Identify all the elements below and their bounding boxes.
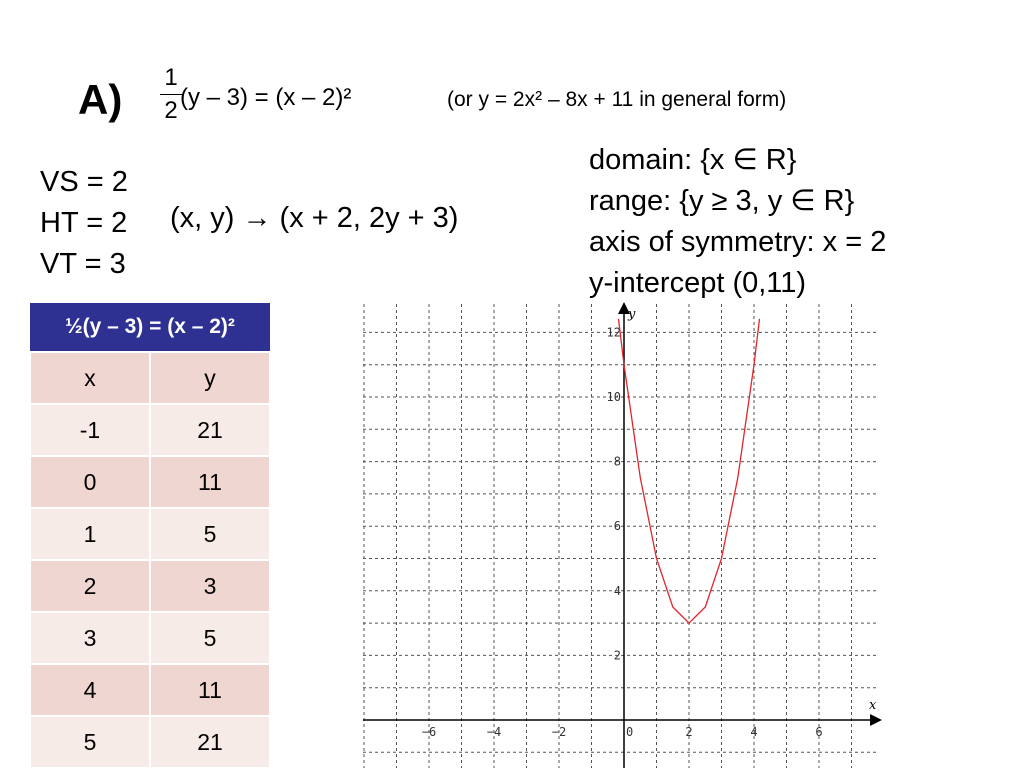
column-header-y: y — [150, 352, 270, 404]
cell-x: 5 — [30, 716, 150, 768]
y-tick-label: 6 — [613, 519, 621, 534]
vertical-stretch: VS = 2 — [40, 166, 128, 198]
equation-body: (y – 3) = (x – 2)² — [180, 84, 352, 111]
vertical-translation: VT = 3 — [40, 248, 126, 280]
cell-x: 3 — [30, 612, 150, 664]
general-form-note: (or y = 2x² – 8x + 11 in general form) — [447, 88, 787, 111]
y-tick-label: 2 — [613, 648, 621, 663]
column-header-x: x — [30, 352, 150, 404]
x-tick-label: −4 — [486, 725, 502, 739]
x-tick-label: 0 — [626, 725, 634, 739]
cell-x: 0 — [30, 456, 150, 508]
cell-y: 11 — [150, 456, 270, 508]
x-tick-label: 2 — [685, 725, 693, 739]
y-intercept-text: y-intercept (0,11) — [589, 267, 807, 299]
x-axis-arrow — [870, 714, 882, 726]
cell-x: 1 — [30, 508, 150, 560]
cell-x: 2 — [30, 560, 150, 612]
mapping-rule: (x, y) → (x + 2, 2y + 3) — [170, 202, 459, 234]
fraction-denominator: 2 — [164, 97, 178, 124]
cell-x: -1 — [30, 404, 150, 456]
axis-of-symmetry-text: axis of symmetry: x = 2 — [589, 226, 887, 258]
y-tick-label: 12 — [606, 325, 621, 340]
cell-y: 3 — [150, 560, 270, 612]
cell-y: 5 — [150, 612, 270, 664]
range-text: range: {y ≥ 3, y ∈ R} — [589, 185, 855, 217]
x-tick-label: −6 — [421, 725, 437, 739]
cell-x: 4 — [30, 664, 150, 716]
x-tick-label: 4 — [750, 725, 758, 739]
x-tick-label: 6 — [815, 725, 823, 739]
domain-text: domain: {x ∈ R} — [589, 144, 797, 176]
y-tick-label: 4 — [613, 583, 621, 598]
cell-y: 21 — [150, 404, 270, 456]
x-tick-label: −2 — [551, 725, 567, 739]
problem-label: A) — [78, 76, 123, 123]
cell-y: 5 — [150, 508, 270, 560]
fraction-numerator: 1 — [164, 64, 178, 91]
y-axis-label: y — [628, 307, 636, 322]
y-tick-label: 10 — [606, 390, 621, 404]
horizontal-translation: HT = 2 — [40, 207, 128, 239]
cell-y: 11 — [150, 664, 270, 716]
x-axis-label: x — [869, 698, 877, 713]
table-title: ½(y – 3) = (x – 2)² — [30, 303, 270, 352]
cell-y: 21 — [150, 716, 270, 768]
y-tick-label: 8 — [613, 454, 621, 469]
